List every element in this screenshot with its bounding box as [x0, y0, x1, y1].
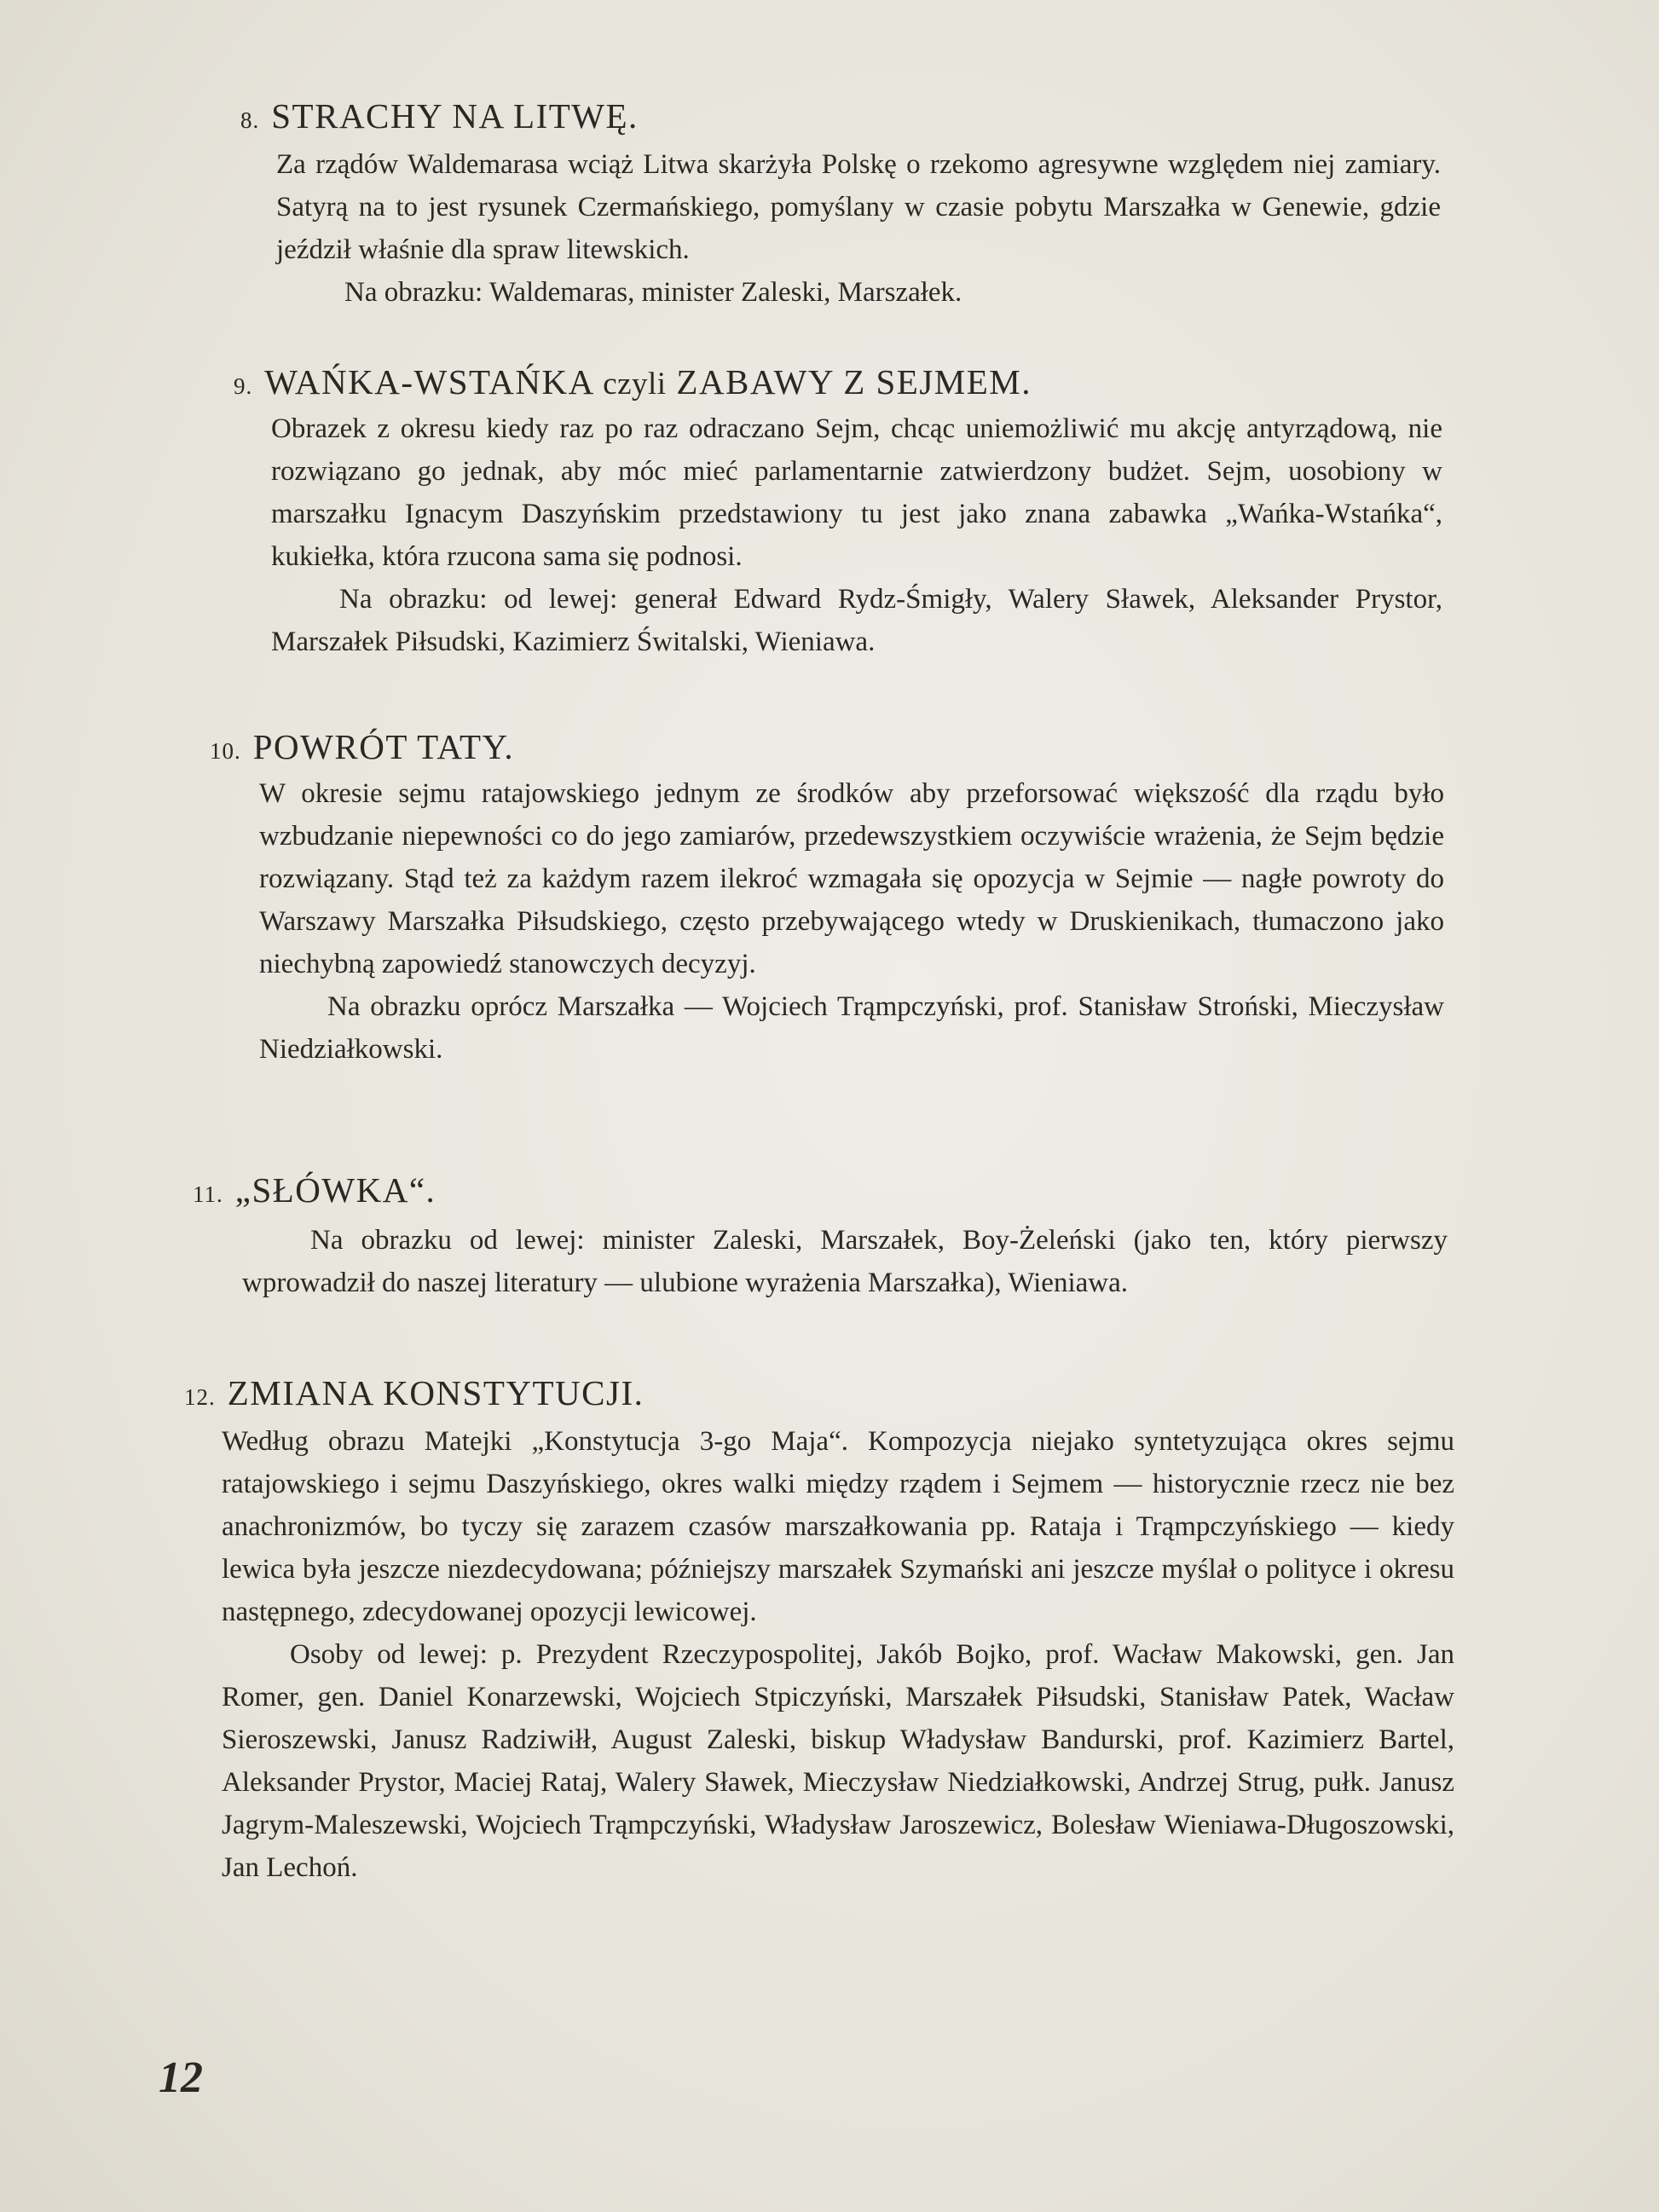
page-number: 12 — [159, 2053, 203, 2102]
entry-paragraph: Na obrazku: Waldemaras, minister Zaleski, Marszałek. — [344, 277, 962, 308]
entry-title: „SŁÓWKA“. — [234, 1170, 436, 1210]
entry-title — [264, 361, 1032, 402]
entry-paragraph: Na obrazku oprócz Marszałka — Wojciech Trąmpczyński, prof. Stanisław Stroński, Mieczysław Niedziałkowski. — [259, 991, 1444, 1065]
entry-number: 12. — [184, 1384, 216, 1410]
entry-heading — [234, 361, 1442, 402]
entry-heading — [184, 1372, 1454, 1413]
entry-heading — [240, 95, 1441, 136]
entry-title: ZMIANA KONSTYTUCJI. — [227, 1373, 645, 1412]
entry-paragraph: W okresie sejmu ratajowskiego jednym ze środków aby przeforsować większość dla rządu było wzbudzanie niepewności co do jego zamiarów, przedewszystkiem oczywiście wrażenia, że Sejm będzie rozwiązany. Stąd też za każdym razem ilekroć wzmagała się opozycja w Sejmie — nagłe powroty do Warszawy Marszałka Piłsudskiego, często przebywającego wtedy w Druskienikach, tłumaczono jako niechybną zapowiedź stanowczych decyzyj. — [259, 778, 1444, 979]
entry-number: 11. — [193, 1181, 223, 1207]
entry-number: 8. — [240, 107, 260, 133]
entry-number: 9. — [234, 373, 253, 399]
entry-title-part: ZABAWY Z SEJMEM. — [676, 362, 1032, 401]
entry-heading — [193, 1170, 1448, 1210]
entry-paragraph: Osoby od lewej: p. Prezydent Rzeczypospolitej, Jakób Bojko, prof. Wacław Makowski, gen. Jan Romer, gen. Daniel Konarzewski, Wojciech Stpiczyński, Marszałek Piłsudski, Stanisław Patek, Wacław Sieroszewski, Janusz Radziwiłł, August Zaleski, biskup Władysław Bandurski, prof. Kazimierz Bartel, Aleksander Prystor, Maciej Rataj, Walery Sławek, Mieczysław Niedziałkowski, Andrzej Strug, pułk. Janusz Jagrym-Maleszewski, Wojciech Trąmpczyński, Władysław Jaroszewicz, Bolesław Wieniawa-Długoszowski, Jan Lechoń. — [222, 1639, 1454, 1883]
entry-title-part: WAŃKA-WSTAŃKA — [264, 362, 593, 401]
entry-heading — [210, 726, 1444, 767]
entry-12 — [184, 1372, 1454, 1889]
entry-paragraph: Według obrazu Matejki „Konstytucja 3-go Maja“. Kompozycja niejako syntetyzująca okres sejmu ratajowskiego i sejmu Daszyńskiego, okres walki między rządem i Sejmem — historycznie rzecz nie bez anachronizmów, bo tyczy się zarazem czasów marszałkowania pp. Rataja i Trąmpczyńskiego — kiedy lewica była jeszcze niezdecydowana; późniejszy marszałek Szymański ani jeszcze myślał o polityce i okresu następnego, zdecydowanej opozycji lewicowej. — [222, 1426, 1454, 1627]
entry-number: 10. — [210, 738, 241, 764]
entry-10 — [210, 726, 1444, 1071]
entry-8 — [240, 95, 1441, 314]
entry-title: POWRÓT TATY. — [252, 727, 515, 766]
entry-title: STRACHY NA LITWĘ. — [271, 96, 639, 136]
entry-11 — [193, 1170, 1448, 1304]
entry-paragraph: Obrazek z okresu kiedy raz po raz odraczano Sejm, chcąc uniemożliwić mu akcję antyrządową, nie rozwiązano go jednak, aby móc mieć parlamentarnie zatwierdzony budżet. Sejm, uosobiony w marszałku Ignacym Daszyńskim przedstawiony tu jest jako znana zabawka „Wańka-Wstańka“, kukiełka, która rzucona sama się podnosi. — [271, 413, 1442, 572]
entry-9 — [234, 361, 1442, 663]
entry-paragraph: Za rządów Waldemarasa wciąż Litwa skarżyła Polskę o rzekomo agresywne względem niej zamiary. Satyrą na to jest rysunek Czermańskiego, pomyślany w czasie pobytu Marszałka w Genewie, gdzie jeździł właśnie dla spraw litewskich. — [276, 149, 1441, 265]
entry-paragraph: Na obrazku od lewej: minister Zaleski, Marszałek, Boy-Żeleński (jako ten, który pierwszy wprowadził do naszej literatury — ulubione wyrażenia Marszałka), Wieniawa. — [242, 1225, 1448, 1298]
entry-title-part: czyli — [603, 367, 667, 401]
entry-paragraph: Na obrazku: od lewej: generał Edward Rydz-Śmigły, Walery Sławek, Aleksander Prystor, Marszałek Piłsudski, Kazimierz Świtalski, Wieniawa. — [271, 584, 1442, 657]
